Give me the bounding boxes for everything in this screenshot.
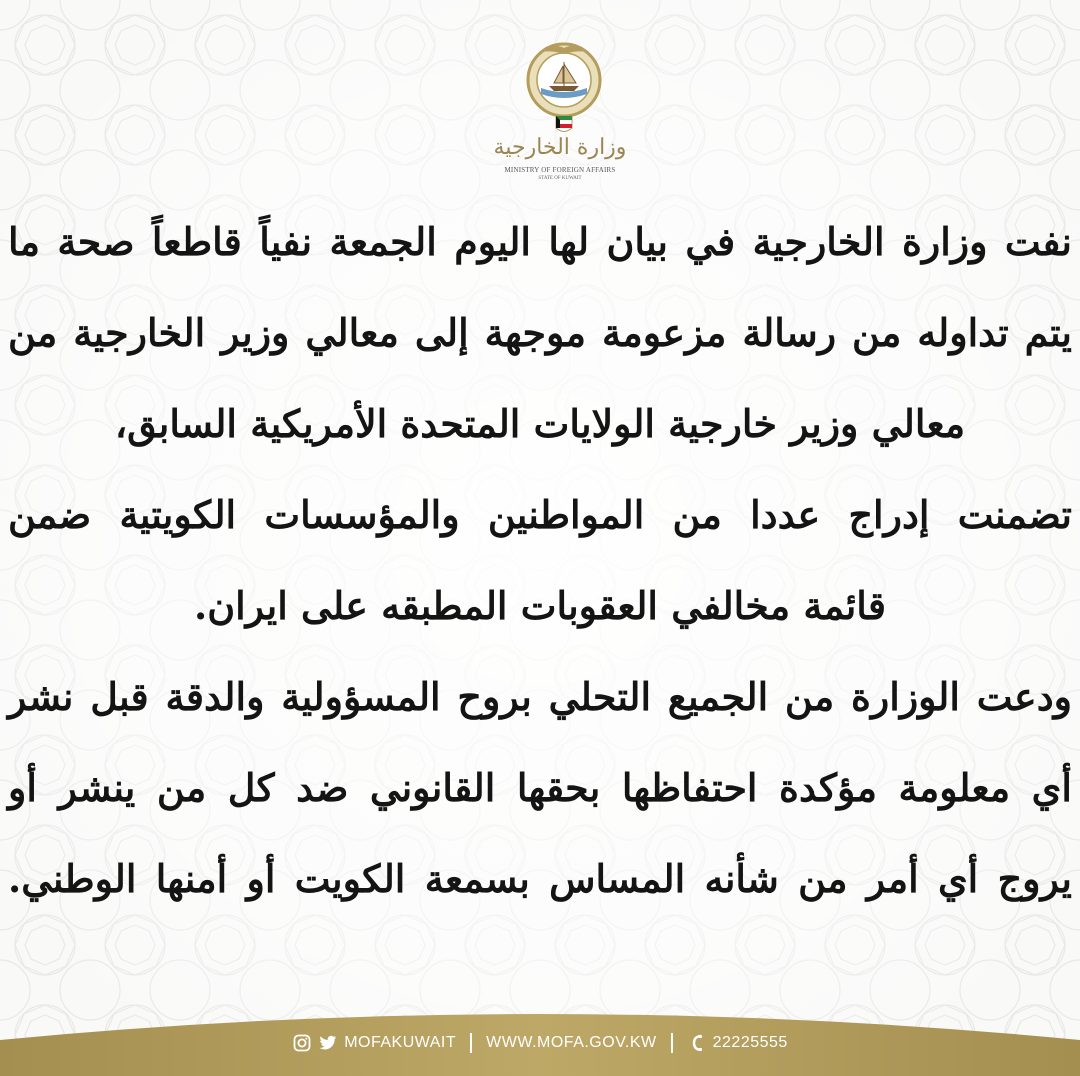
- statement-line: يروج أي أمر من شأنه المساس بسمعة الكويت أو أمنها الوطني.: [8, 856, 1072, 901]
- statement-text: [8, 200, 1072, 928]
- ministry-name-en: MINISTRY OF FOREIGN AFFAIRS: [504, 166, 616, 174]
- footer-divider: [470, 1033, 472, 1053]
- statement-line: يتم تداوله من رسالة مزعومة موجهة إلى معالي وزير الخارجية من: [8, 310, 1072, 355]
- footer-bar: [0, 1000, 1080, 1076]
- state-name-en: STATE OF KUWAIT: [538, 176, 582, 181]
- phone-icon: [687, 1033, 707, 1053]
- phone-number[interactable]: 22225555: [712, 1034, 788, 1051]
- statement-line: أي معلومة مؤكدة احتفاظها بحقها القانوني ضد كل من ينشر أو: [8, 765, 1072, 810]
- statement-line: معالي وزير خارجية الولايات المتحدة الأمريكية السابق،: [114, 401, 966, 446]
- statement-line: نفت وزارة الخارجية في بيان لها اليوم الجمعة نفياً قاطعاً صحة ما: [8, 219, 1072, 264]
- kuwait-emblem-icon: [514, 38, 614, 138]
- ministry-header: [0, 28, 1080, 198]
- social-handle[interactable]: MOFAKUWAIT: [344, 1034, 457, 1051]
- website-link[interactable]: WWW.MOFA.GOV.KW: [486, 1034, 657, 1051]
- statement-line: تضمنت إدراج عددا من المواطنين والمؤسسات الكويتية ضمن: [8, 492, 1072, 537]
- twitter-icon[interactable]: [318, 1033, 338, 1053]
- instagram-icon[interactable]: [292, 1033, 312, 1053]
- statement-line: قائمة مخالفي العقوبات المطبقه على ايران.: [193, 583, 887, 628]
- ministry-name-ar: وزارة الخارجية: [493, 135, 627, 160]
- footer-divider: [671, 1033, 673, 1053]
- statement-line: ودعت الوزارة من الجميع التحلي بروح المسؤولية والدقة قبل نشر: [8, 674, 1072, 719]
